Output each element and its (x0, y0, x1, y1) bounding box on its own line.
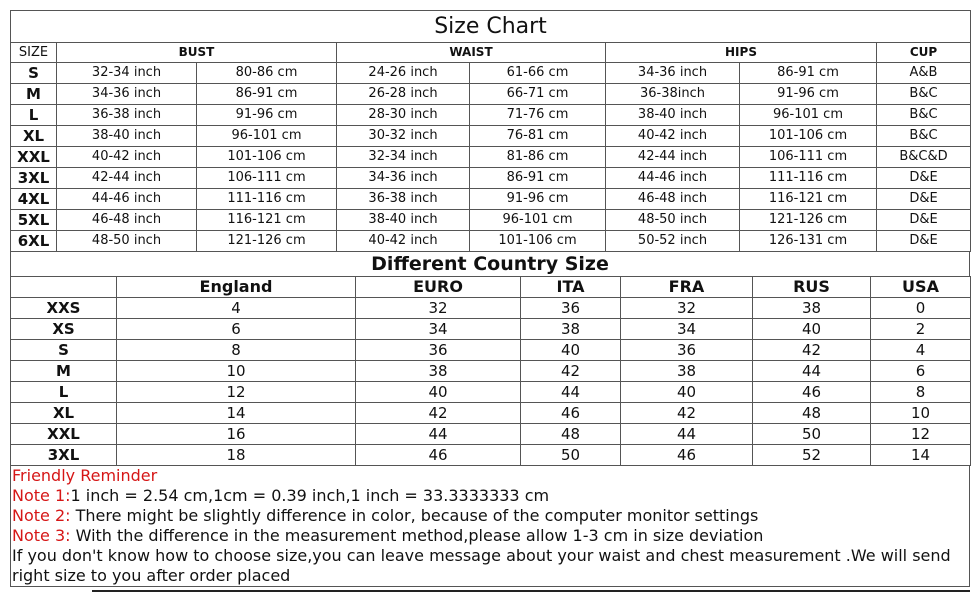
country-value-cell: 52 (753, 445, 871, 466)
country-size-cell: 3XL (11, 445, 117, 466)
cup-cell: D&E (877, 189, 971, 210)
waist-cm-cell: 71-76 cm (470, 105, 606, 126)
bust-header: BUST (57, 43, 337, 63)
country-value-cell: 2 (871, 319, 971, 340)
bust-in-cell: 44-46 inch (57, 189, 197, 210)
note-3-text: With the difference in the measurement method,please allow 1-3 cm in size deviation (70, 526, 764, 545)
country-value-cell: 14 (117, 403, 356, 424)
hips-header: HIPS (606, 43, 877, 63)
country-value-cell: 0 (871, 298, 971, 319)
note-1-label: Note 1: (12, 486, 71, 505)
country-value-cell: 42 (356, 403, 521, 424)
size-cell: XL (11, 126, 57, 147)
country-value-cell: 4 (871, 340, 971, 361)
bust-cm-cell: 86-91 cm (197, 84, 337, 105)
country-value-cell: 42 (753, 340, 871, 361)
country-size-cell: L (11, 382, 117, 403)
country-header-england: England (117, 277, 356, 298)
country-value-cell: 48 (753, 403, 871, 424)
waist-in-cell: 24-26 inch (337, 63, 470, 84)
cup-cell: B&C (877, 84, 971, 105)
waist-cm-cell: 61-66 cm (470, 63, 606, 84)
country-value-cell: 42 (621, 403, 753, 424)
hips-cm-cell: 101-106 cm (740, 126, 877, 147)
hips-in-cell: 50-52 inch (606, 231, 740, 252)
waist-cm-cell: 81-86 cm (470, 147, 606, 168)
hips-in-cell: 40-42 inch (606, 126, 740, 147)
country-value-cell: 34 (356, 319, 521, 340)
waist-cm-cell: 91-96 cm (470, 189, 606, 210)
cup-header: CUP (877, 43, 971, 63)
hips-cm-cell: 116-121 cm (740, 189, 877, 210)
country-value-cell: 32 (356, 298, 521, 319)
hips-cm-cell: 86-91 cm (740, 63, 877, 84)
country-row (11, 319, 971, 340)
bust-in-cell: 34-36 inch (57, 84, 197, 105)
country-corner-cell (11, 277, 117, 298)
waist-in-cell: 30-32 inch (337, 126, 470, 147)
country-value-cell: 18 (117, 445, 356, 466)
country-row (11, 298, 971, 319)
country-value-cell: 36 (521, 298, 621, 319)
country-size-table (10, 276, 971, 466)
bust-in-cell: 32-34 inch (57, 63, 197, 84)
size-row (11, 105, 971, 126)
cup-cell: D&E (877, 210, 971, 231)
bust-cm-cell: 101-106 cm (197, 147, 337, 168)
country-value-cell: 10 (117, 361, 356, 382)
country-value-cell: 40 (621, 382, 753, 403)
country-header-rus: RUS (753, 277, 871, 298)
country-value-cell: 44 (356, 424, 521, 445)
country-value-cell: 40 (356, 382, 521, 403)
country-value-cell: 38 (753, 298, 871, 319)
hips-in-cell: 42-44 inch (606, 147, 740, 168)
country-value-cell: 44 (621, 424, 753, 445)
size-cell: L (11, 105, 57, 126)
bust-in-cell: 42-44 inch (57, 168, 197, 189)
bust-in-cell: 48-50 inch (57, 231, 197, 252)
size-row (11, 231, 971, 252)
hips-cm-cell: 111-116 cm (740, 168, 877, 189)
country-row (11, 361, 971, 382)
country-header-ita: ITA (521, 277, 621, 298)
country-value-cell: 50 (521, 445, 621, 466)
cup-cell: A&B (877, 63, 971, 84)
waist-header: WAIST (337, 43, 606, 63)
size-cell: 5XL (11, 210, 57, 231)
country-value-cell: 42 (521, 361, 621, 382)
bust-cm-cell: 106-111 cm (197, 168, 337, 189)
waist-cm-cell: 101-106 cm (470, 231, 606, 252)
hips-cm-cell: 91-96 cm (740, 84, 877, 105)
bust-cm-cell: 91-96 cm (197, 105, 337, 126)
country-value-cell: 36 (621, 340, 753, 361)
waist-cm-cell: 96-101 cm (470, 210, 606, 231)
country-header-euro: EURO (356, 277, 521, 298)
country-size-cell: XXL (11, 424, 117, 445)
note-1 (12, 486, 968, 506)
country-value-cell: 44 (521, 382, 621, 403)
size-chart-table (10, 10, 971, 252)
country-value-cell: 38 (356, 361, 521, 382)
hips-cm-cell: 121-126 cm (740, 210, 877, 231)
notes-section (10, 466, 970, 587)
country-size-cell: XS (11, 319, 117, 340)
hips-in-cell: 46-48 inch (606, 189, 740, 210)
country-row (11, 445, 971, 466)
country-value-cell: 38 (621, 361, 753, 382)
note-2-label: Note 2: (12, 506, 71, 525)
hips-in-cell: 34-36 inch (606, 63, 740, 84)
hips-cm-cell: 106-111 cm (740, 147, 877, 168)
waist-in-cell: 32-34 inch (337, 147, 470, 168)
size-cell: 4XL (11, 189, 57, 210)
country-value-cell: 40 (521, 340, 621, 361)
waist-cm-cell: 76-81 cm (470, 126, 606, 147)
waist-cm-cell: 66-71 cm (470, 84, 606, 105)
country-row (11, 382, 971, 403)
bust-cm-cell: 111-116 cm (197, 189, 337, 210)
size-row (11, 147, 971, 168)
size-row (11, 189, 971, 210)
country-value-cell: 6 (117, 319, 356, 340)
country-value-cell: 10 (871, 403, 971, 424)
hips-in-cell: 38-40 inch (606, 105, 740, 126)
note-2-text: There might be slightly difference in color, because of the computer monitor settings (70, 506, 759, 525)
country-size-cell: XL (11, 403, 117, 424)
size-cell: XXL (11, 147, 57, 168)
bust-cm-cell: 121-126 cm (197, 231, 337, 252)
country-header-fra: FRA (621, 277, 753, 298)
size-header: SIZE (11, 43, 57, 63)
waist-cm-cell: 86-91 cm (470, 168, 606, 189)
country-value-cell: 46 (621, 445, 753, 466)
size-row (11, 126, 971, 147)
country-value-cell: 44 (753, 361, 871, 382)
cup-cell: D&E (877, 168, 971, 189)
country-value-cell: 12 (117, 382, 356, 403)
note-2 (12, 506, 968, 526)
country-row (11, 403, 971, 424)
note-1-text: 1 inch = 2.54 cm,1cm = 0.39 inch,1 inch = 33.3333333 cm (70, 486, 550, 505)
country-value-cell: 16 (117, 424, 356, 445)
size-cell: 6XL (11, 231, 57, 252)
hips-in-cell: 36-38inch (606, 84, 740, 105)
note-3-label: Note 3: (12, 526, 71, 545)
cup-cell: B&C (877, 105, 971, 126)
country-value-cell: 8 (871, 382, 971, 403)
size-cell: 3XL (11, 168, 57, 189)
country-value-cell: 46 (753, 382, 871, 403)
country-value-cell: 40 (753, 319, 871, 340)
size-guide (10, 10, 970, 587)
country-row (11, 424, 971, 445)
bust-cm-cell: 96-101 cm (197, 126, 337, 147)
bust-in-cell: 38-40 inch (57, 126, 197, 147)
bust-in-cell: 46-48 inch (57, 210, 197, 231)
hips-in-cell: 48-50 inch (606, 210, 740, 231)
friendly-reminder: Friendly Reminder (12, 466, 158, 485)
country-row (11, 340, 971, 361)
country-value-cell: 36 (356, 340, 521, 361)
country-size-cell: M (11, 361, 117, 382)
cup-cell: D&E (877, 231, 971, 252)
country-value-cell: 4 (117, 298, 356, 319)
country-value-cell: 8 (117, 340, 356, 361)
footer-note: If you don't know how to choose size,you can leave message about your waist and chest measurement .We will send right size to you after order placed (12, 546, 951, 585)
cup-cell: B&C&D (877, 147, 971, 168)
size-row (11, 210, 971, 231)
country-size-title: Different Country Size (10, 252, 970, 276)
country-value-cell: 50 (753, 424, 871, 445)
note-3 (12, 526, 968, 546)
waist-in-cell: 36-38 inch (337, 189, 470, 210)
size-chart-title: Size Chart (11, 11, 971, 43)
country-value-cell: 6 (871, 361, 971, 382)
hips-in-cell: 44-46 inch (606, 168, 740, 189)
waist-in-cell: 40-42 inch (337, 231, 470, 252)
size-row (11, 168, 971, 189)
hips-cm-cell: 96-101 cm (740, 105, 877, 126)
size-row (11, 84, 971, 105)
country-value-cell: 34 (621, 319, 753, 340)
waist-in-cell: 28-30 inch (337, 105, 470, 126)
hips-cm-cell: 126-131 cm (740, 231, 877, 252)
country-value-cell: 14 (871, 445, 971, 466)
country-value-cell: 48 (521, 424, 621, 445)
size-cell: M (11, 84, 57, 105)
waist-in-cell: 34-36 inch (337, 168, 470, 189)
bust-in-cell: 36-38 inch (57, 105, 197, 126)
country-value-cell: 12 (871, 424, 971, 445)
waist-in-cell: 38-40 inch (337, 210, 470, 231)
country-header-usa: USA (871, 277, 971, 298)
country-value-cell: 46 (356, 445, 521, 466)
bust-in-cell: 40-42 inch (57, 147, 197, 168)
country-value-cell: 38 (521, 319, 621, 340)
country-value-cell: 46 (521, 403, 621, 424)
country-value-cell: 32 (621, 298, 753, 319)
country-size-cell: XXS (11, 298, 117, 319)
cup-cell: B&C (877, 126, 971, 147)
waist-in-cell: 26-28 inch (337, 84, 470, 105)
size-cell: S (11, 63, 57, 84)
size-row (11, 63, 971, 84)
bust-cm-cell: 80-86 cm (197, 63, 337, 84)
country-size-cell: S (11, 340, 117, 361)
bust-cm-cell: 116-121 cm (197, 210, 337, 231)
